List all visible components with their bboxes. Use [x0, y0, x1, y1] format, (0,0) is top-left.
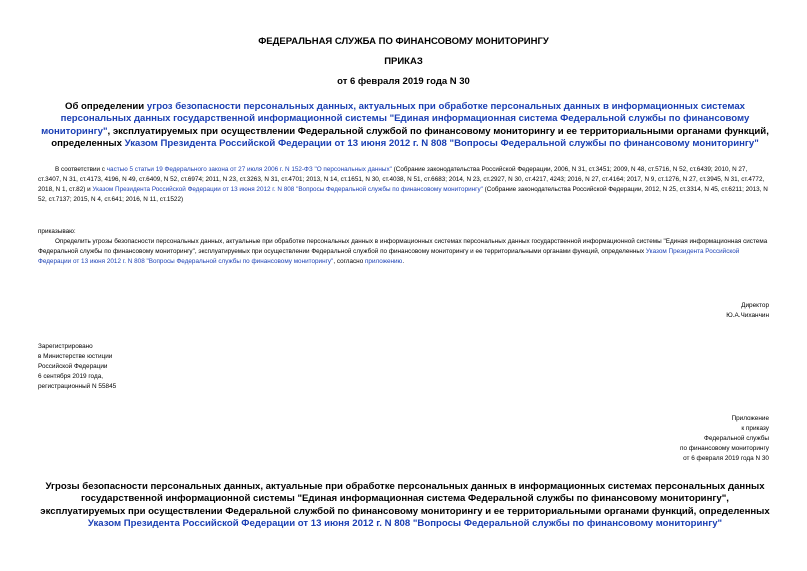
- order-word: приказываю:: [38, 228, 76, 235]
- appendix-ref-line: Федеральной службы: [704, 435, 769, 443]
- signature-block: [726, 301, 769, 321]
- registration-line: регистрационный N 55845: [38, 383, 117, 391]
- order-paragraph: [38, 237, 768, 267]
- appendix-link[interactable]: приложению: [364, 258, 403, 265]
- appendix-ref-line: по финансовому мониторингу: [679, 445, 769, 453]
- preamble-text-3: (Собрание законодательства Российской Федерации, 2012, N 25, ст.3314, N 45, ст.6211; 2013, N 52, ст.7137; 2015, N 4, ст.641; 2016, N 11, ст.1522): [38, 186, 768, 203]
- title-text-2: , эксплуатируемых при осуществлении Федеральной службой по финансовому мониторингу и ее территориальными органами функций, определенных: [51, 125, 769, 150]
- decree-link[interactable]: Указом Президента Российской Федерации от 13 июня 2012 г. N 808 "Вопросы Федеральной службы по финансовому мониторингу": [87, 518, 723, 530]
- appendix-ref-line: Приложение: [731, 415, 769, 422]
- decree-link[interactable]: Указом Президента Российской Федерации от 13 июня 2012 г. N 808 "Вопросы Федеральной службы по финансовому мониторингу": [92, 186, 483, 193]
- appendix-reference: [680, 414, 769, 464]
- appendix-ref-line: к приказу: [741, 425, 769, 433]
- doc-date: от 6 февраля 2019 года N 30: [337, 76, 470, 87]
- registration-line: в Министерстве юстиции: [38, 353, 113, 361]
- preamble-text-1: В соответствии с: [55, 166, 107, 173]
- agency-name: ФЕДЕРАЛЬНАЯ СЛУЖБА ПО ФИНАНСОВОМУ МОНИТОРИНГУ: [258, 36, 549, 47]
- title-text-1: Об определении: [64, 101, 147, 112]
- registration-line: Зарегистрировано: [38, 343, 93, 350]
- registration-line: Российской Федерации: [38, 363, 108, 371]
- registration-line: 6 сентября 2019 года,: [38, 373, 104, 381]
- order-text-2: , согласно: [333, 258, 365, 265]
- order-text-3: .: [402, 258, 405, 265]
- appendix-ref-line: от 6 февраля 2019 года N 30: [683, 455, 769, 463]
- decree-link[interactable]: Указом Президента Российской Федерации от 13 июня 2012 г. N 808 "Вопросы Федеральной службы по финансовому мониторингу": [124, 138, 759, 150]
- law-152-link[interactable]: частью 5 статьи 19 Федерального закона от 27 июля 2006 г. N 152-ФЗ "О персональных данных": [106, 166, 392, 173]
- signature-position: Директор: [741, 302, 769, 309]
- order-text-1: Определить угрозы безопасности персональных данных, актуальные при обработке персональных данных в информационных системах персональных данных государственной информационной системы "Единая информационная система Федеральной службы по финансовому мониторингу", эксплуатируемых при осуществлении Федеральной службой по финансовому мониторингу и ее территориальными органами функций, определенных: [38, 238, 768, 255]
- decree-link[interactable]: Указом Президента Российской Федерации от 13 июня 2012 г. N 808 "Вопросы Федеральной службы по финансовому мониторингу": [38, 248, 740, 265]
- registration-block: [38, 342, 116, 392]
- document-title: [40, 101, 770, 151]
- signature-name: Ю.А.Чиханчин: [726, 312, 769, 320]
- preamble-text-2: (Собрание законодательства Российской Федерации, 2006, N 31, ст.3451; 2009, N 48, ст.5716, N 52, ст.6439; 2010, N 27, ст.3407, N 31, ст.4173, 4196, N 49, ст.6409, N 52, ст.6974; 2011, N 23, ст.3263, N 31, ст.4701; 2013, N 14, ст.1651, N 30, ст.4038, N 51, ст.6683; 2014, N 23, ст.2927, N 30, ст.4217, 4243; 2016, N 27, ст.4164; 2017, N 9, ст.1276, N 27, ст.3945, N 31, ст.4772, 2018, N 1, ст.82) и: [38, 166, 765, 193]
- preamble-paragraph: [38, 165, 768, 205]
- appendix-title: [40, 481, 770, 531]
- doc-type: ПРИКАЗ: [384, 56, 423, 67]
- threats-link[interactable]: угроз безопасности персональных данных, актуальных при обработке персональных данных в информационных системах персональных данных государственной информационной системы "Единая информационная система Федеральной службы по финансовому мониторингу": [41, 101, 750, 137]
- appendix-title-text: Угрозы безопасности персональных данных, актуальные при обработке персональных данных в информационных системах персональных данных государственной информационной системы "Единая информационная система Федеральной службы по финансовому мониторингу", эксплуатируемых при осуществлении Федеральной службой по финансовому мониторингу и ее территориальными органами функций, определенных: [40, 481, 770, 517]
